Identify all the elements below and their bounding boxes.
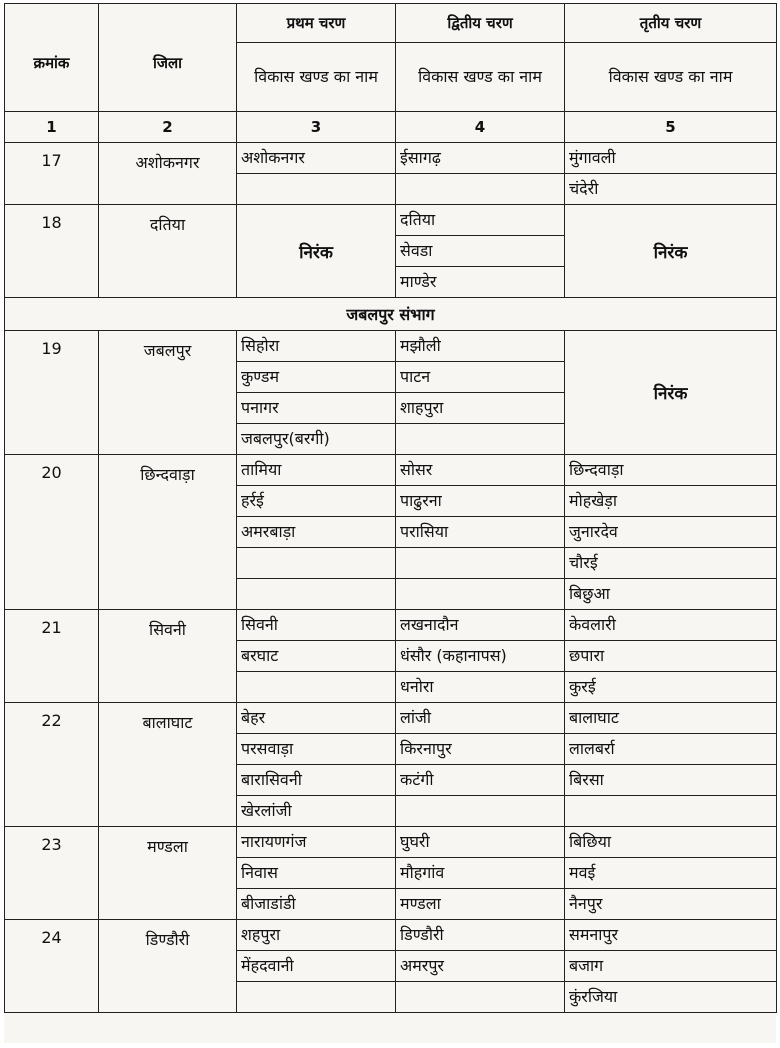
column-number: 4 [396,112,565,143]
phase1-block: सिवनी [237,610,396,641]
table-row [5,143,777,174]
phase2-block: किरनापुर [396,734,565,765]
phase1-block: अशोकनगर [237,143,396,174]
phase2-block: परासिया [396,517,565,548]
phase3-block: छिन्दवाड़ा [565,455,777,486]
column-number: 5 [565,112,777,143]
serial-number: 20 [5,455,99,610]
phase2-block [396,174,565,205]
phase1-block: बीजाडांडी [237,889,396,920]
phase3-nirank: निरंक [565,205,777,298]
phase3-block: कुंरजिया [565,982,777,1013]
phase2-block: मझौली [396,331,565,362]
phase3-block: केवलारी [565,610,777,641]
section-row [5,298,777,331]
phase2-block [396,579,565,610]
phase3-block: चौरई [565,548,777,579]
table-row [5,455,777,486]
phase1-block: निवास [237,858,396,889]
phase1-block [237,174,396,205]
phase2-block: दतिया [396,205,565,236]
phase1-block: बरघाट [237,641,396,672]
phase1-block: तामिया [237,455,396,486]
phase3-block: जुनारदेव [565,517,777,548]
phase3-block: बिछुआ [565,579,777,610]
phase3-block: बिछिया [565,827,777,858]
section-title-jabalpur: जबलपुर संभाग [5,298,777,331]
phase2-block: सोसर [396,455,565,486]
phase1-block: जबलपुर(बरगी) [237,424,396,455]
table-row [5,703,777,734]
column-number: 2 [99,112,237,143]
phase2-block: घुघरी [396,827,565,858]
phase1-nirank: निरंक [237,205,396,298]
phase3-block: कुरई [565,672,777,703]
phase1-block: बेहर [237,703,396,734]
phase3-block: बजाग [565,951,777,982]
district-name: मण्डला [99,827,237,920]
district-name: सिवनी [99,610,237,703]
phase3-block: बिरसा [565,765,777,796]
table-row [5,827,777,858]
phase2-block: धनोरा [396,672,565,703]
header-serial: क्रमांक [5,4,99,112]
phase3-block: नैनपुर [565,889,777,920]
phase3-block: छपारा [565,641,777,672]
column-number-row [5,112,777,143]
phase1-block [237,579,396,610]
phase1-block: पनागर [237,393,396,424]
phase1-block: सिहोरा [237,331,396,362]
district-name: जबलपुर [99,331,237,455]
header-row-phases [5,4,777,43]
table-row [5,205,777,236]
header-block-name-3: विकास खण्ड का नाम [565,43,777,112]
phase3-block: मोहखेड़ा [565,486,777,517]
phase1-block [237,672,396,703]
serial-number: 24 [5,920,99,1013]
table-row [5,331,777,362]
phase2-block: कटंगी [396,765,565,796]
phase2-block: अमरपुर [396,951,565,982]
block-phase-table [4,3,777,1013]
district-name: डिण्डौरी [99,920,237,1013]
phase2-block: लखनादौन [396,610,565,641]
header-block-name-1: विकास खण्ड का नाम [237,43,396,112]
phase1-block: खेरलांजी [237,796,396,827]
phase1-block: अमरबाड़ा [237,517,396,548]
header-district: जिला [99,4,237,112]
phase1-block: हर्रई [237,486,396,517]
phase2-block [396,424,565,455]
phase2-block [396,548,565,579]
serial-number: 23 [5,827,99,920]
phase2-block: मौहगांव [396,858,565,889]
header-block-name-2: विकास खण्ड का नाम [396,43,565,112]
phase3-block [565,796,777,827]
phase3-block: मवई [565,858,777,889]
table-row [5,610,777,641]
phase1-block: परसवाड़ा [237,734,396,765]
phase1-block: शहपुरा [237,920,396,951]
document-page [4,3,776,1043]
header-phase-3: तृतीय चरण [565,4,777,43]
phase2-block: मण्डला [396,889,565,920]
phase1-block [237,548,396,579]
phase2-block [396,982,565,1013]
column-number: 1 [5,112,99,143]
serial-number: 22 [5,703,99,827]
phase2-block: माण्डेर [396,267,565,298]
district-name: बालाघाट [99,703,237,827]
header-phase-2: द्वितीय चरण [396,4,565,43]
phase1-block: बारासिवनी [237,765,396,796]
phase2-block: पाटन [396,362,565,393]
phase2-block: सेवडा [396,236,565,267]
phase3-block: लालबर्रा [565,734,777,765]
serial-number: 19 [5,331,99,455]
phase3-block: समनापुर [565,920,777,951]
phase2-block: डिण्डौरी [396,920,565,951]
phase2-block: ईसागढ़ [396,143,565,174]
table-row [5,920,777,951]
column-number: 3 [237,112,396,143]
phase1-block: कुण्डम [237,362,396,393]
serial-number: 18 [5,205,99,298]
phase2-block: धंसौर (कहानापस) [396,641,565,672]
phase2-block: लांजी [396,703,565,734]
phase1-block: नारायणगंज [237,827,396,858]
district-name: दतिया [99,205,237,298]
phase3-block: बालाघाट [565,703,777,734]
district-name: छिन्दवाड़ा [99,455,237,610]
serial-number: 17 [5,143,99,205]
phase2-block: शाहपुरा [396,393,565,424]
phase3-nirank: निरंक [565,331,777,455]
phase2-block [396,796,565,827]
header-phase-1: प्रथम चरण [237,4,396,43]
district-name: अशोकनगर [99,143,237,205]
phase2-block: पाढुरना [396,486,565,517]
phase3-block: चंदेरी [565,174,777,205]
phase3-block: मुंगावली [565,143,777,174]
phase1-block: मेंहदवानी [237,951,396,982]
phase1-block [237,982,396,1013]
serial-number: 21 [5,610,99,703]
